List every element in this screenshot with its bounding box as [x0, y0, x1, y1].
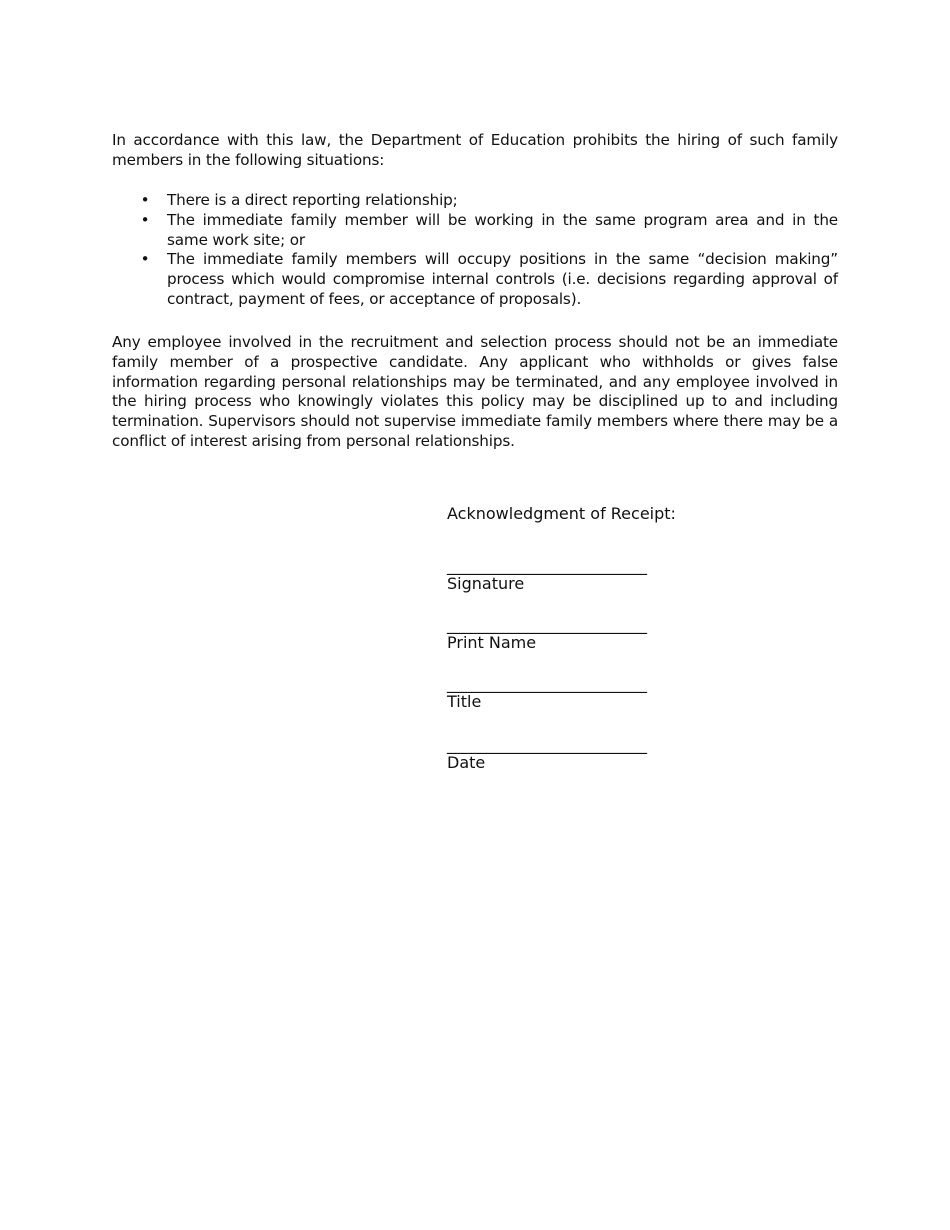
signature-blank-line[interactable]: _________________________ — [447, 556, 647, 575]
list-item-text: There is a direct reporting relationship; — [167, 191, 458, 209]
date-label: Date — [447, 753, 486, 772]
title-blank-line[interactable]: _________________________ — [447, 674, 647, 693]
list-item — [112, 250, 838, 309]
employee-paragraph: Any employee involved in the recruitment and selection process should not be an immediate family member of a prospective candidate. Any applicant who withholds or gives false information regarding personal relationships may be terminated, and any employee involved in the hiring process who knowingly violates this policy may be disciplined up to and including termination. Supervisors should not supervise immediate family members where there may be a conflict of interest arising from personal relationships. — [112, 333, 838, 450]
list-item — [112, 191, 838, 211]
title-label: Title — [447, 692, 482, 711]
date-blank-line[interactable]: _________________________ — [447, 735, 647, 754]
signature-label: Signature — [447, 574, 525, 593]
list-item — [112, 211, 838, 251]
print-name-label: Print Name — [447, 633, 537, 652]
print-name-blank-line[interactable]: _________________________ — [447, 615, 647, 634]
date-field[interactable] — [447, 737, 747, 773]
situations-list — [112, 191, 838, 310]
intro-paragraph: In accordance with this law, the Department of Education prohibits the hiring of such family members in the following situations: — [112, 131, 838, 169]
acknowledgment-title: Acknowledgment of Receipt: — [447, 504, 676, 523]
list-item-text: The immediate family member will be working in the same program area and in the same work site; or — [167, 210, 838, 249]
bullet-icon: • — [140, 210, 150, 229]
bullet-icon: • — [140, 191, 150, 209]
list-item-text: The immediate family members will occupy positions in the same “decision making” process which would compromise internal controls (i.e. decisions regarding approval of contract, payment of fees, or acceptance of proposals). — [167, 250, 838, 308]
bullet-icon: • — [140, 250, 150, 269]
title-field[interactable] — [447, 676, 747, 712]
print-name-field[interactable] — [447, 617, 747, 653]
signature-field[interactable] — [447, 558, 747, 594]
